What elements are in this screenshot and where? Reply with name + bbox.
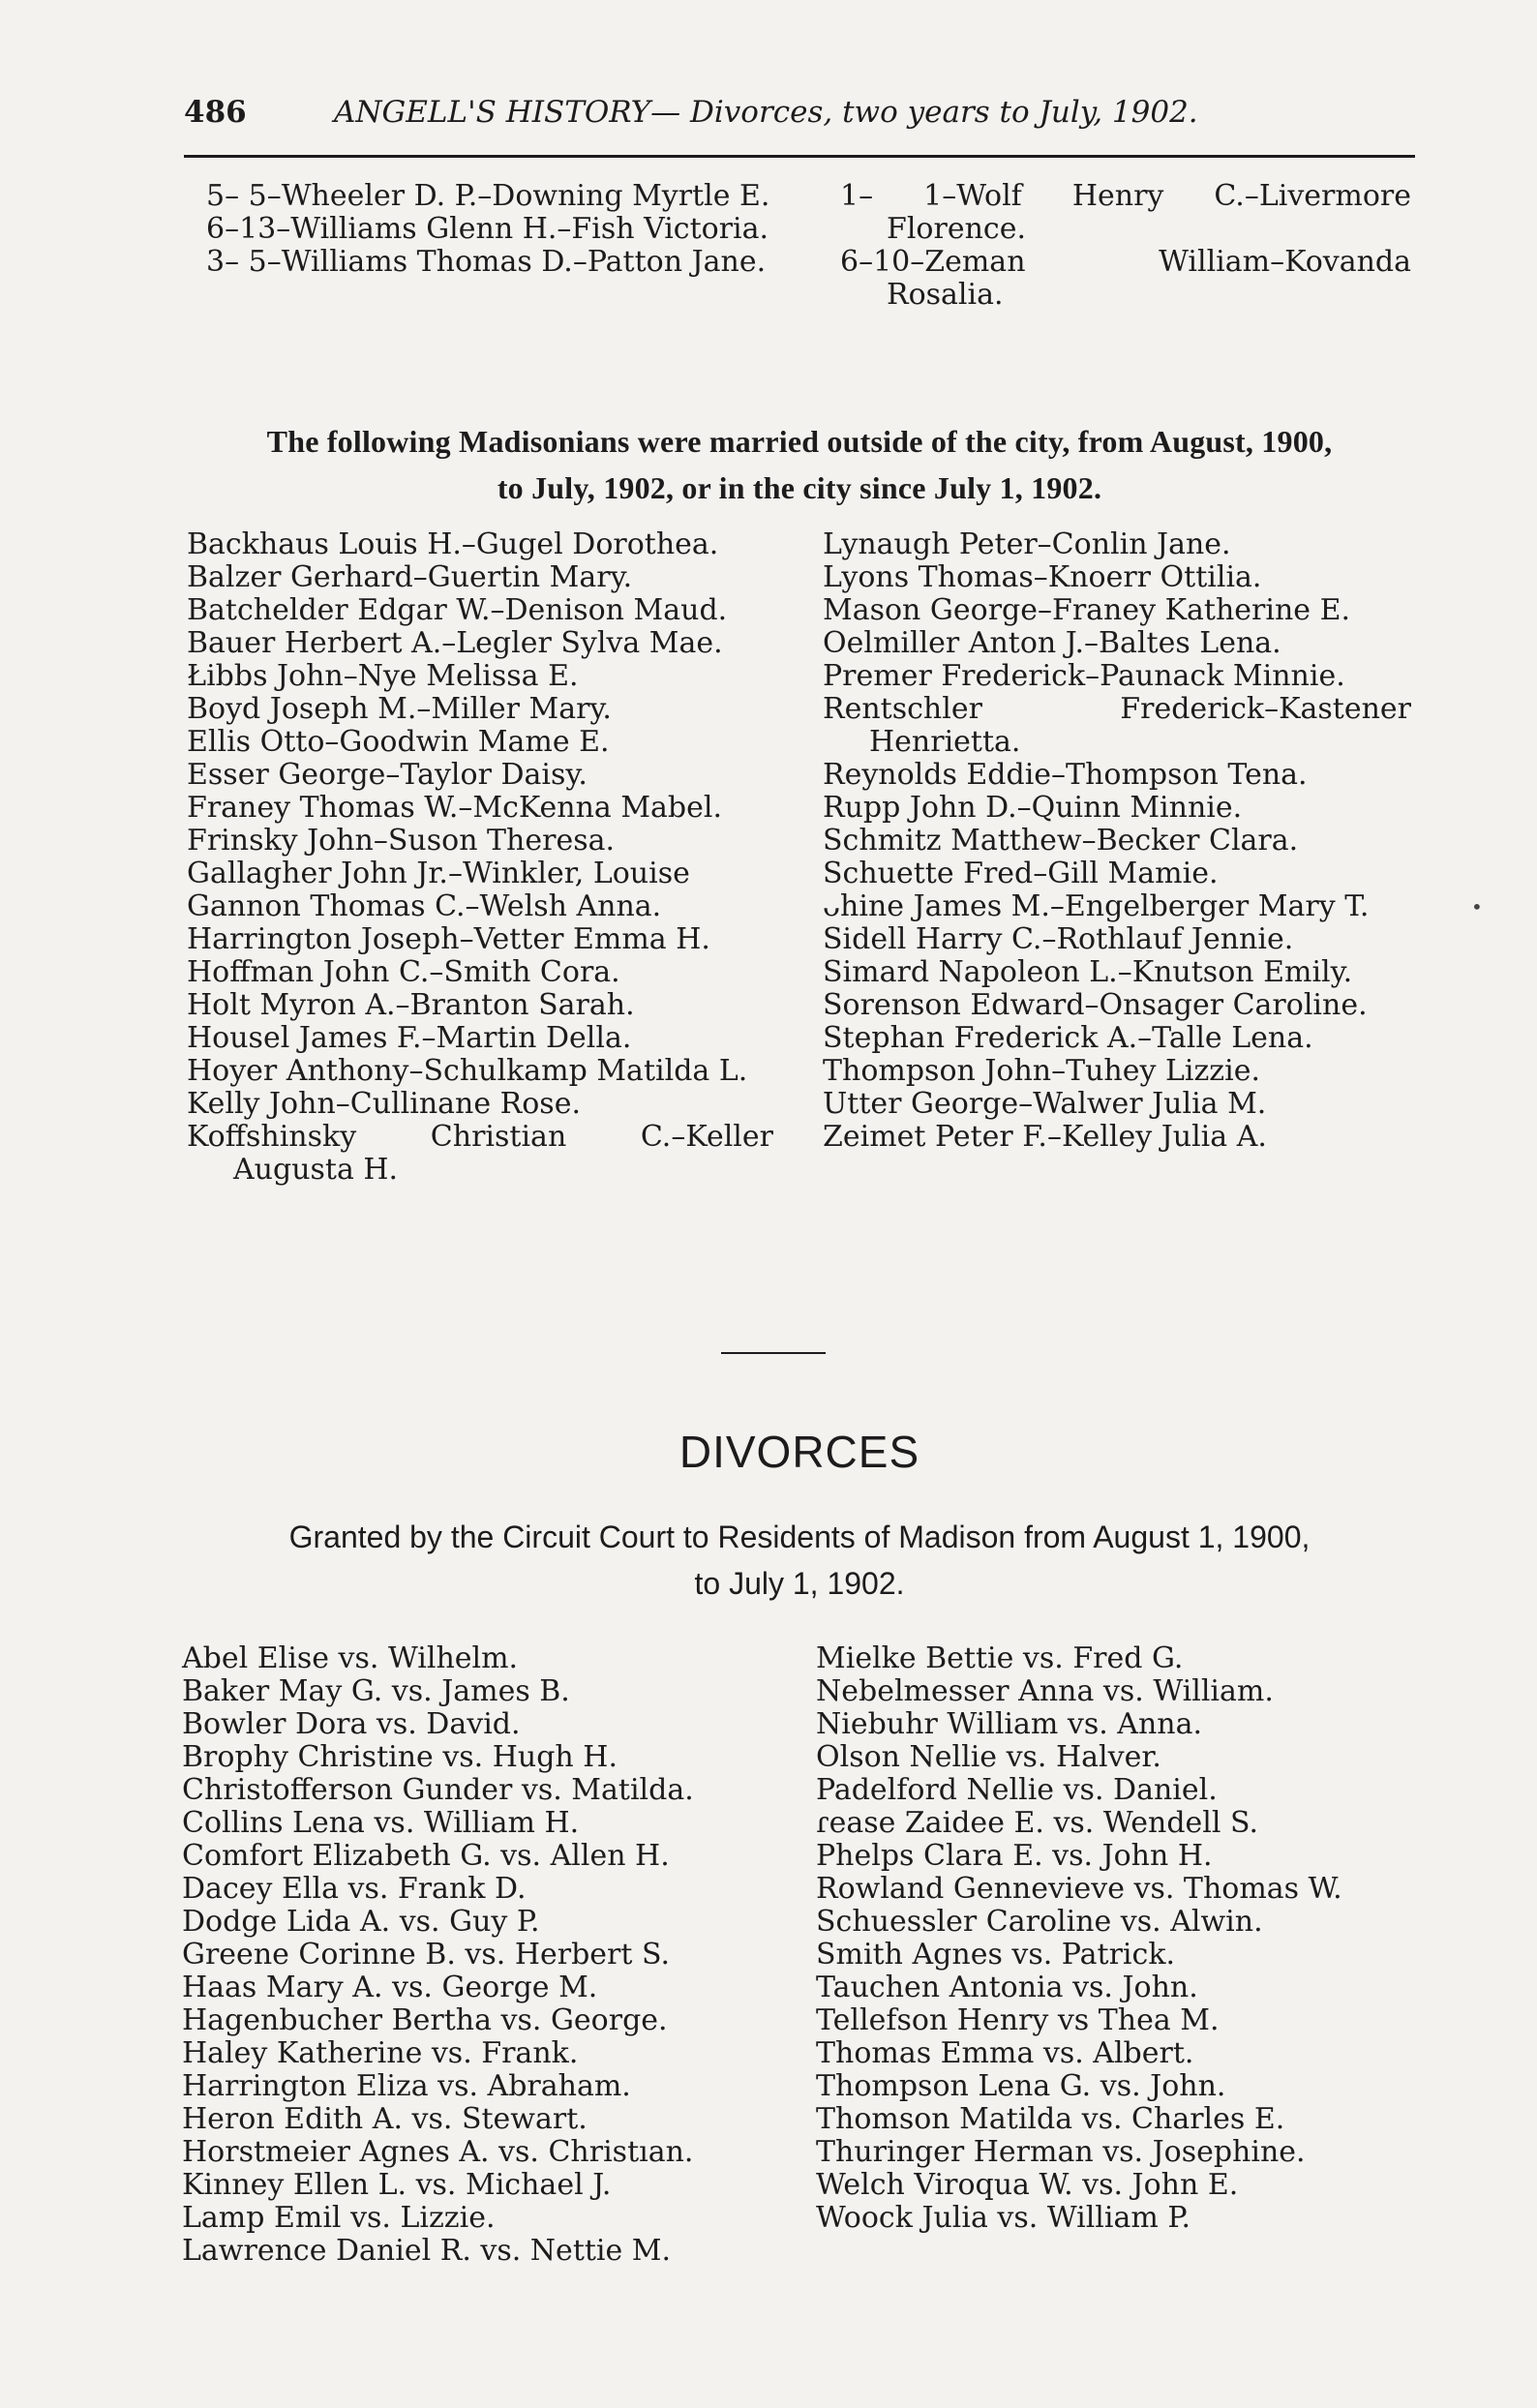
list-item: Utter George–Walwer Julia M. (823, 1087, 1267, 1121)
list-item: Niebuhr William vs. Anna. (816, 1707, 1203, 1741)
list-item: Lynaugh Peter–Conlin Jane. (823, 527, 1231, 561)
list-item: Esser George–Taylor Daisy. (187, 758, 588, 792)
list-item: 6–10–Zeman William–Kovanda Rosalia. (840, 245, 1411, 312)
list-item: Dodge Lida A. vs. Guy P. (182, 1905, 540, 1939)
list-item: Heron Edith A. vs. Stewart. (182, 2102, 588, 2136)
list-item: Harrington Joseph–Vetter Emma H. (187, 922, 710, 956)
list-item: 1– 1–Wolf Henry C.–Livermore Florence. (840, 179, 1411, 246)
list-item: Haas Mary A. vs. George M. (182, 1971, 598, 2004)
divorces-right-column (816, 1642, 1410, 2235)
list-item: Rupp John D.–Quinn Minnie. (823, 791, 1243, 825)
top-divorces-left-column (206, 180, 777, 279)
divorces-subtitle-line-1: Granted by the Circuit Court to Residents of Madison from August 1, 1900, (288, 1520, 1311, 1554)
list-item: Frinsky John–Suson Theresa. (187, 824, 616, 858)
list-item: Thompson Lena G. vs. John. (816, 2069, 1226, 2103)
list-item: Hoffman John C.–Smith Cora. (187, 955, 620, 989)
married-heading-line-2: to July, 1902, or in the city since July 1, 1902. (497, 470, 1102, 505)
list-item: Woock Julia vs. William P. (816, 2201, 1191, 2235)
list-item: Thompson John–Tuhey Lizzie. (823, 1054, 1260, 1088)
list-item: Holt Myron A.–Branton Sarah. (187, 988, 635, 1022)
list-item: Nebelmesser Anna vs. William. (816, 1674, 1274, 1708)
list-item: Olson Nellie vs. Halver. (816, 1740, 1161, 1774)
list-item: Housel James F.–Martin Della. (187, 1021, 632, 1055)
list-item: 6–13–Williams Glenn H.–Fish Victoria. (206, 212, 769, 246)
list-item: Collins Lena vs. William H. (182, 1806, 580, 1840)
list-item: Oelmiller Anton J.–Baltes Lena. (823, 626, 1281, 660)
list-item: Lamp Emil vs. Lizzie. (182, 2201, 496, 2235)
list-item: Premer Frederick–Paunack Minnie. (823, 659, 1345, 693)
list-item: Reynolds Eddie–Thompson Tena. (823, 758, 1308, 792)
list-item: Franey Thomas W.–McKenna Mabel. (187, 791, 723, 825)
list-item: Horstmeier Agnes A. vs. Christıan. (182, 2135, 694, 2169)
list-item: Simard Napoleon L.–Knutson Emily. (823, 955, 1353, 989)
list-item: Mason George–Franey Katherine E. (823, 593, 1351, 627)
list-item: Padelford Nellie vs. Daniel. (816, 1773, 1218, 1807)
list-item: Dacey Ella vs. Frank D. (182, 1872, 527, 1906)
list-item: Batchelder Edgar W.–Denison Maud. (187, 593, 728, 627)
list-item: Backhaus Louis H.–Gugel Dorothea. (187, 527, 719, 561)
list-item: Kelly John–Cullinane Rose. (187, 1087, 581, 1121)
list-item: Lyons Thomas–Knoerr Ottilia. (823, 560, 1262, 594)
list-item: Smith Agnes vs. Patrick. (816, 1938, 1176, 1972)
divorces-subtitle (184, 1514, 1415, 1607)
list-item: Phelps Clara E. vs. John H. (816, 1839, 1213, 1873)
list-item: Comfort Elizabeth G. vs. Allen H. (182, 1839, 670, 1873)
list-item: Mielke Bettie vs. Fred G. (816, 1641, 1184, 1675)
list-item: Stephan Frederick A.–Talle Lena. (823, 1021, 1313, 1055)
list-item: ɾease Zaidee E. vs. Wendell S. (816, 1806, 1259, 1840)
list-item: Tauchen Antonia vs. John. (816, 1971, 1198, 2004)
list-item: Balzer Gerhard–Guertin Mary. (187, 560, 633, 594)
list-item: Christofferson Gunder vs. Matilda. (182, 1773, 694, 1807)
list-item: 5– 5–Wheeler D. P.–Downing Myrtle E. (206, 179, 770, 213)
divorces-left-column (182, 1642, 772, 2268)
list-item: Schmitz Matthew–Becker Clara. (823, 824, 1299, 858)
list-item: Greene Corinne B. vs. Herbert S. (182, 1938, 671, 1972)
list-item: Welch Viroqua W. vs. John E. (816, 2168, 1239, 2202)
list-item: Rowland Gennevieve vs. Thomas W. (816, 1872, 1342, 1906)
married-heading-line-1: The following Madisonians were married outside of the city, from August, 1900, (266, 424, 1333, 459)
list-item: Schuessler Caroline vs. Alwin. (816, 1905, 1263, 1939)
list-item: Sorenson Edward–Onsager Caroline. (823, 988, 1368, 1022)
list-item: Boyd Joseph M.–Miller Mary. (187, 692, 612, 726)
list-item: Rentschler Frederick–Kastener Henrietta. (823, 692, 1411, 759)
list-item: Bowler Dora vs. David. (182, 1707, 521, 1741)
running-title: ANGELL'S HISTORY— Divorces, two years to July, 1902. (334, 95, 1198, 130)
list-item: Sidell Harry C.–Rothlauf Jennie. (823, 922, 1294, 956)
section-divider (721, 1352, 826, 1354)
list-item: Hagenbucher Bertha vs. George. (182, 2003, 668, 2037)
list-item: Abel Elise vs. Wilhelm. (182, 1641, 519, 1675)
stray-print-mark: • (1471, 895, 1483, 918)
list-item: Gannon Thomas C.–Welsh Anna. (187, 889, 662, 923)
list-item: Koffshinsky Christian C.–Keller Augusta H. (187, 1120, 773, 1187)
list-item: Ellis Otto–Goodwin Mame E. (187, 725, 610, 759)
list-item: Kinney Ellen L. vs. Michael J. (182, 2168, 612, 2202)
list-item: Harrington Eliza vs. Abraham. (182, 2069, 631, 2103)
list-item: Haley Katherine vs. Frank. (182, 2036, 579, 2070)
list-item: 3– 5–Williams Thomas D.–Patton Jane. (206, 245, 767, 279)
list-item: Gallagher John Jr.–Winkler, Louise (187, 857, 690, 890)
list-item: Zeimet Peter F.–Kelley Julia A. (823, 1120, 1267, 1154)
divorces-subtitle-line-2: to July 1, 1902. (694, 1566, 905, 1601)
list-item: ᴗhine James M.–Engelberger Mary T. (823, 889, 1370, 923)
list-item: Thuringer Herman vs. Josephine. (816, 2135, 1306, 2169)
married-right-column (823, 528, 1411, 1154)
page-number: 486 (184, 95, 247, 130)
list-item: Brophy Christine vs. Hugh H. (182, 1740, 618, 1774)
list-item: Tellefson Henry vs Thea M. (816, 2003, 1220, 2037)
married-left-column (187, 528, 773, 1187)
header-rule (184, 155, 1415, 158)
married-outside-heading (184, 418, 1415, 511)
list-item: Hoyer Anthony–Schulkamp Matilda L. (187, 1054, 748, 1088)
list-item: Schuette Fred–Gill Mamie. (823, 857, 1219, 890)
list-item: Lawrence Daniel R. vs. Nettie M. (182, 2234, 672, 2268)
top-divorces-right-column (840, 180, 1411, 312)
list-item: Baker May G. vs. James B. (182, 1674, 570, 1708)
list-item: Bauer Herbert A.–Legler Sylva Mae. (187, 626, 723, 660)
list-item: Thomas Emma vs. Albert. (816, 2036, 1194, 2070)
divorces-title: DIVORCES (678, 1427, 920, 1477)
list-item: Thomson Matilda vs. Charles E. (816, 2102, 1285, 2136)
list-item: Łibbs John–Nye Melissa E. (187, 659, 579, 693)
